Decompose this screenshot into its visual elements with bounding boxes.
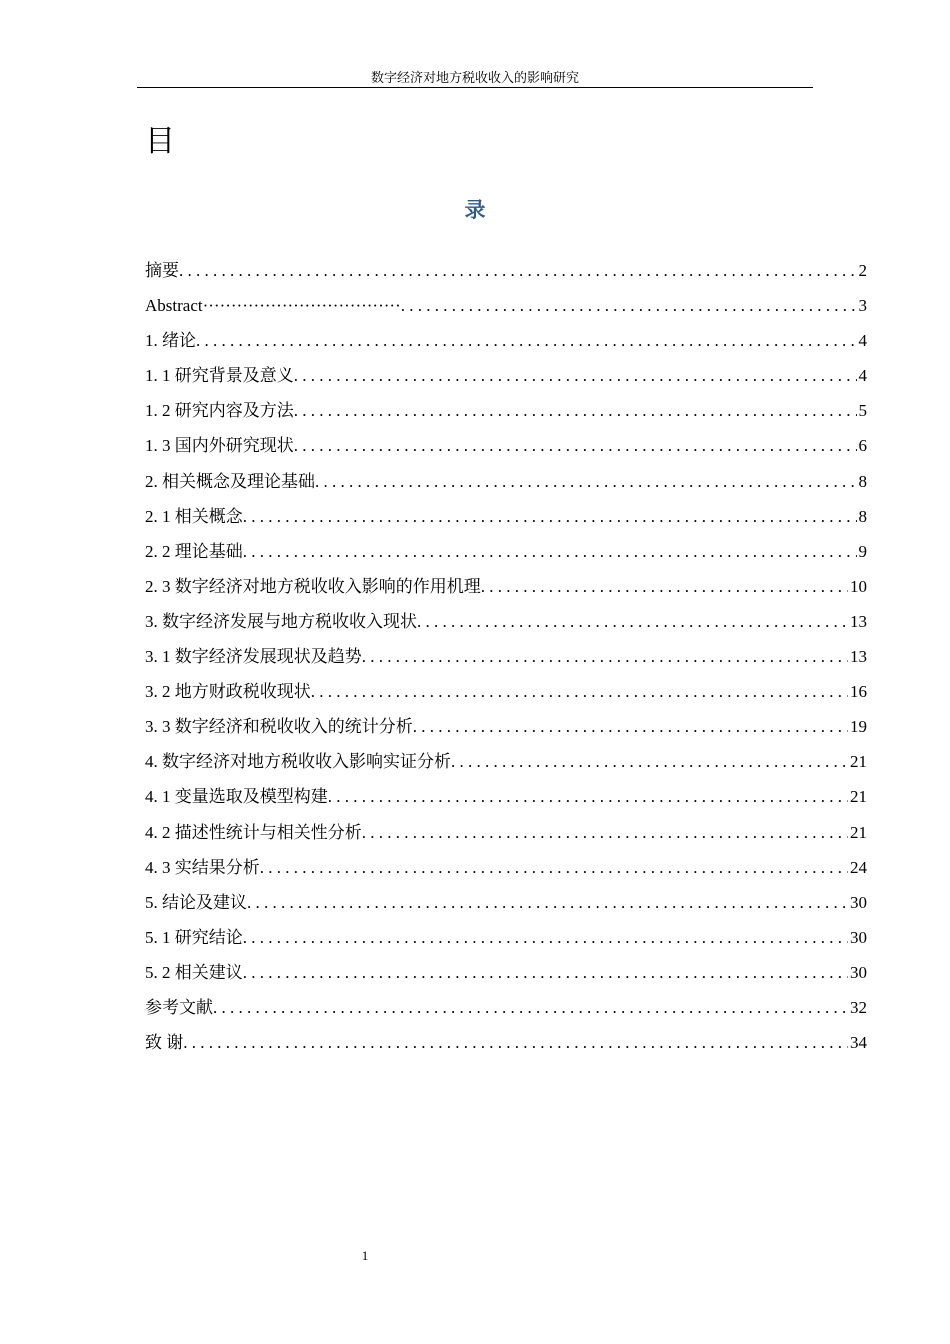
toc-entry-page: 34 xyxy=(850,1033,867,1053)
toc-entry-label: 参考文献 xyxy=(145,997,213,1017)
toc-entry-label: 5. 2 相关建议 xyxy=(145,962,243,982)
toc-entry-section-2-2[interactable] xyxy=(145,537,867,572)
toc-dot-leader xyxy=(294,431,857,461)
toc-dot-leader xyxy=(294,396,857,426)
table-of-contents xyxy=(145,256,867,1063)
toc-entry-chapter-2[interactable] xyxy=(145,467,867,502)
toc-entry-label: 1. 3 国内外研究现状 xyxy=(145,436,294,456)
toc-entry-page: 30 xyxy=(850,927,867,947)
toc-title-second-char: 录 xyxy=(464,198,486,222)
toc-entry-label: 1. 绪论 xyxy=(145,331,196,351)
toc-entry-page: 24 xyxy=(850,857,867,877)
toc-entry-abstract-en[interactable] xyxy=(145,291,867,326)
toc-dot-leader xyxy=(260,853,848,883)
running-header: 数字经济对地方税收收入的影响研究 xyxy=(370,70,579,85)
toc-entry-section-1-2[interactable] xyxy=(145,396,867,431)
toc-dot-leader xyxy=(213,993,848,1023)
toc-dot-leader xyxy=(311,677,848,707)
toc-entry-label: Abstract··································· xyxy=(145,296,401,316)
toc-entry-page: 32 xyxy=(850,997,867,1017)
toc-dot-leader xyxy=(243,923,848,953)
toc-entry-label: 4. 2 描述性统计与相关性分析 xyxy=(145,822,362,842)
toc-dot-leader xyxy=(401,291,857,321)
toc-entry-section-5-2[interactable] xyxy=(145,958,867,993)
toc-entry-references[interactable] xyxy=(145,993,867,1028)
toc-entry-section-2-1[interactable] xyxy=(145,502,867,537)
toc-dot-leader xyxy=(417,607,848,637)
toc-entry-page: 30 xyxy=(850,962,867,982)
toc-entry-page: 6 xyxy=(858,436,867,456)
toc-entry-acknowledgements[interactable] xyxy=(145,1028,867,1063)
toc-entry-label: 2. 相关概念及理论基础 xyxy=(145,471,315,491)
toc-entry-page: 21 xyxy=(850,752,867,772)
toc-dot-leader xyxy=(481,572,848,602)
toc-entry-page: 8 xyxy=(858,471,867,491)
toc-dot-leader xyxy=(315,467,857,497)
toc-dot-leader xyxy=(243,537,857,567)
toc-entry-label: 3. 2 地方财政税收现状 xyxy=(145,682,311,702)
toc-dot-leader xyxy=(413,712,848,742)
toc-entry-section-1-1[interactable] xyxy=(145,361,867,396)
toc-entry-page: 3 xyxy=(858,296,867,316)
toc-dot-leader xyxy=(328,782,848,812)
toc-entry-label: 2. 1 相关概念 xyxy=(145,506,243,526)
toc-entry-label: 5. 1 研究结论 xyxy=(145,927,243,947)
toc-entry-section-2-3[interactable] xyxy=(145,572,867,607)
toc-entry-chapter-3[interactable] xyxy=(145,607,867,642)
toc-entry-section-3-3[interactable] xyxy=(145,712,867,747)
toc-entry-abstract-cn[interactable] xyxy=(145,256,867,291)
toc-entry-page: 4 xyxy=(858,331,867,351)
toc-entry-label: 5. 结论及建议 xyxy=(145,892,247,912)
toc-entry-section-5-1[interactable] xyxy=(145,923,867,958)
toc-entry-section-3-1[interactable] xyxy=(145,642,867,677)
toc-entry-chapter-1[interactable] xyxy=(145,326,867,361)
page-number: 1 xyxy=(361,1248,369,1263)
toc-entry-page: 4 xyxy=(858,366,867,386)
toc-entry-page: 2 xyxy=(858,261,867,280)
toc-entry-label: 3. 3 数字经济和税收收入的统计分析 xyxy=(145,717,413,737)
toc-entry-label: 3. 数字经济发展与地方税收收入现状 xyxy=(145,611,417,631)
header-rule xyxy=(137,87,813,88)
toc-entry-label: 1. 1 研究背景及意义 xyxy=(145,366,294,386)
toc-entry-chapter-4[interactable] xyxy=(145,747,867,782)
toc-entry-page: 21 xyxy=(850,787,867,807)
toc-dot-leader xyxy=(362,642,848,672)
toc-dot-leader xyxy=(179,256,857,286)
toc-entry-section-4-3[interactable] xyxy=(145,853,867,888)
toc-entry-label: 4. 3 实结果分析 xyxy=(145,857,260,877)
toc-entry-label: 2. 2 理论基础 xyxy=(145,541,243,561)
toc-entry-label: 4. 1 变量选取及模型构建 xyxy=(145,787,328,807)
toc-entry-page: 21 xyxy=(850,822,867,842)
toc-entry-page: 19 xyxy=(850,717,867,737)
toc-entry-page: 13 xyxy=(850,611,867,631)
toc-dot-leader xyxy=(183,1028,848,1058)
toc-entry-page: 9 xyxy=(858,541,867,561)
toc-entry-page: 30 xyxy=(850,892,867,912)
toc-dot-leader xyxy=(247,888,848,918)
toc-entry-label: 摘要 xyxy=(145,261,179,280)
toc-entry-label: 致 谢 xyxy=(145,1033,184,1053)
toc-entry-label: 2. 3 数字经济对地方税收收入影响的作用机理 xyxy=(145,576,481,596)
toc-dot-leader xyxy=(243,502,857,532)
toc-entry-chapter-5[interactable] xyxy=(145,888,867,923)
toc-entry-label: 3. 1 数字经济发展现状及趋势 xyxy=(145,647,362,667)
toc-entry-page: 10 xyxy=(850,576,867,596)
toc-dot-leader xyxy=(243,958,848,988)
toc-entry-page: 8 xyxy=(858,506,867,526)
toc-dot-leader xyxy=(362,818,848,848)
toc-dot-leader xyxy=(451,747,848,777)
toc-dot-leader xyxy=(294,361,857,391)
toc-dot-leader xyxy=(196,326,857,356)
toc-entry-label: 4. 数字经济对地方税收收入影响实证分析 xyxy=(145,752,451,772)
toc-entry-section-3-2[interactable] xyxy=(145,677,867,712)
toc-entry-page: 5 xyxy=(858,401,867,421)
toc-entry-label: 1. 2 研究内容及方法 xyxy=(145,401,294,421)
toc-entry-page: 16 xyxy=(850,682,867,702)
toc-entry-section-4-1[interactable] xyxy=(145,782,867,817)
toc-entry-page: 13 xyxy=(850,647,867,667)
toc-title-first-char: 目 xyxy=(145,125,175,158)
toc-entry-section-4-2[interactable] xyxy=(145,818,867,853)
toc-entry-section-1-3[interactable] xyxy=(145,431,867,466)
